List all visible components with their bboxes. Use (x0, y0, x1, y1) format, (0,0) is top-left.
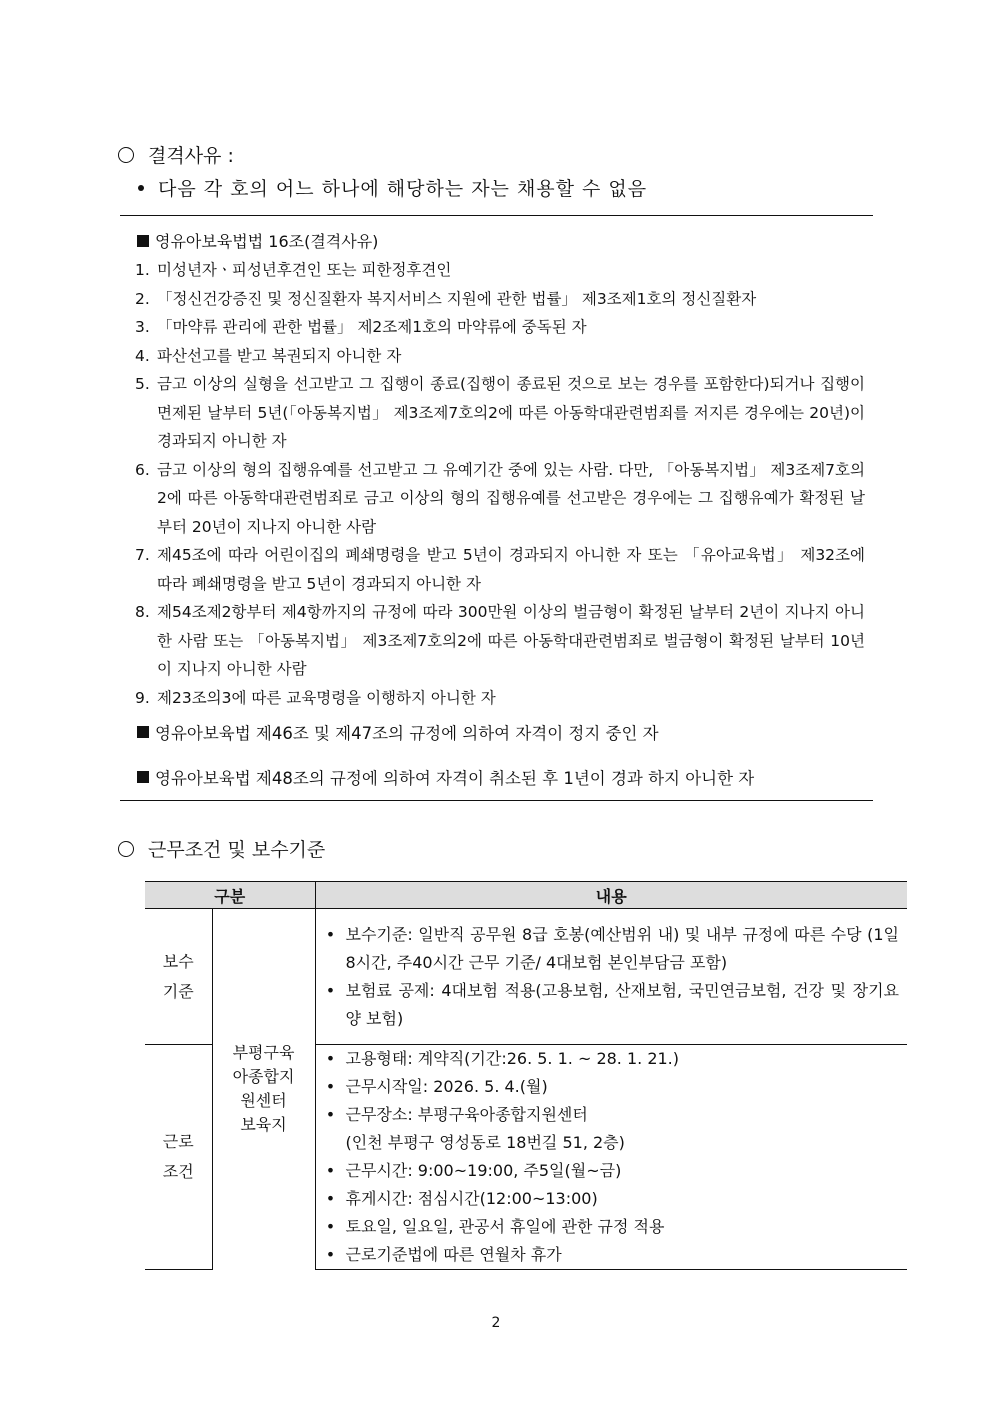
conditions-table (145, 881, 907, 1270)
section-heading-conditions (118, 835, 325, 862)
list-item: 9. 제23조의3에 따른 교육명령을 이행하지 아니한 자 (135, 688, 496, 707)
divider-bottom (120, 800, 873, 801)
dot-bullet-icon: • (325, 1049, 336, 1068)
section-heading-disqualification (118, 141, 234, 168)
extra-disqualification-1: 영유아보육법 제46조 및 제47조의 규정에 의하여 자격이 정지 중인 자 (137, 720, 659, 744)
extra-disqualification-2: 영유아보육법 제48조의 규정에 의하여 자격이 취소된 후 1년이 경과 하지 아니한 자 (137, 765, 754, 789)
bullet-statement (138, 174, 647, 201)
bullet-statement-text: 다음 각 호의 어느 하나에 해당하는 자는 채용할 수 없음 (158, 178, 648, 200)
category-work: 근로 조건 (145, 1045, 212, 1270)
address-line: (인천 부평구 영성동로 18번길 51, 2층) (345, 1133, 625, 1152)
page-number: 2 (491, 1315, 501, 1331)
dot-bullet-icon: • (325, 924, 336, 944)
square-bullet-icon (137, 771, 149, 783)
list-item: • 근무시간: 9:00~19:00, 주5일(월~금) (316, 1157, 908, 1185)
list-item: 6. 금고 이상의 형의 집행유예를 선고받고 그 유예기간 중에 있는 사람. 다만, 「아동복지법」 제3조제7호의2에 따른 아동학대관련범죄로 금고 이상의 형의 집행유예를 선고받은 경우에는 그 집행유예가 확정된 날부터 20년이 지나지 아니한 사람 (135, 460, 865, 536)
list-item: 3. 「마약류 관리에 관한 법률」 제2조제1호의 마약류에 중독된 자 (135, 318, 587, 336)
workplace-cell: 부평구육 아종합지 원센터 보육지 (212, 909, 315, 1270)
law-title-text: 영유아보육법법 16조(결격사유) (155, 232, 379, 251)
circle-bullet-icon (118, 147, 134, 163)
list-item: 8. 제54조제2항부터 제4항까지의 규정에 따라 300만원 이상의 벌금형이 확정된 날부터 2년이 지나지 아니한 사람 또는 「아동복지법」 제3조제7호의2에 따른 아동학대관련범죄로 벌금형이 확정된 날부터 10년이 지나지 아니한 사람 (135, 603, 865, 678)
square-bullet-icon (137, 235, 149, 247)
pay-content (315, 909, 907, 1045)
dot-bullet-icon: • (325, 1105, 336, 1124)
section-heading-text: 결격사유 : (148, 145, 234, 167)
header-category: 구분 (145, 882, 315, 909)
dot-bullet-icon: • (325, 1161, 336, 1180)
list-item: • 보수기준: 일반직 공무원 8급 호봉(예산범위 내) 및 내부 규정에 따른 수당 (1일 8시간, 주40시간 근무 기준/ 4대보험 본인부담금 포함) (316, 921, 908, 977)
table-header-row (145, 882, 907, 909)
list-item: • 고용형태: 계약직(기간:26. 5. 1. ~ 28. 1. 21.) (316, 1045, 908, 1073)
dot-bullet-icon: • (325, 1189, 336, 1208)
list-item: • 보험료 공제: 4대보험 적용(고용보험, 산재보험, 국민연금보험, 건강 및 장기요양 보험) (316, 977, 908, 1033)
work-content (315, 1045, 907, 1270)
list-item: 2. 「정신건강증진 및 정신질환자 복지서비스 지원에 관한 법률」 제3조제1호의 정신질환자 (135, 289, 757, 308)
dot-bullet-icon: • (325, 1245, 336, 1264)
table-row (145, 909, 907, 1045)
square-bullet-icon (137, 726, 149, 738)
header-content: 내용 (315, 882, 907, 909)
list-item: 4. 파산선고를 받고 복권되지 아니한 자 (135, 346, 402, 365)
dot-bullet-icon: • (325, 1217, 336, 1236)
list-item: • 휴게시간: 점심시간(12:00~13:00) (316, 1185, 908, 1213)
list-item: 1. 미성년자ㆍ피성년후견인 또는 피한정후견인 (135, 261, 452, 279)
dot-bullet-icon: • (325, 980, 336, 1000)
dot-bullet-icon (138, 185, 144, 191)
list-item: • 근로기준법에 따른 연월차 휴가 (316, 1241, 908, 1269)
law-title (137, 229, 378, 252)
category-pay: 보수 기준 (145, 909, 212, 1045)
list-item: • 근무장소: 부평구육아종합지원센터 (316, 1101, 908, 1129)
list-item: 7. 제45조에 따라 어린이집의 폐쇄명령을 받고 5년이 경과되지 아니한 자 또는 「유아교육법」 제32조에 따라 폐쇄명령을 받고 5년이 경과되지 아니한 자 (135, 546, 865, 593)
divider-top (120, 215, 873, 216)
list-item: • 토요일, 일요일, 관공서 휴일에 관한 규정 적용 (316, 1213, 908, 1241)
section-heading-text: 근무조건 및 보수기준 (148, 839, 326, 861)
list-item: • 근무시작일: 2026. 5. 4.(월) (316, 1073, 908, 1101)
circle-bullet-icon (118, 841, 134, 857)
list-item: 5. 금고 이상의 실형을 선고받고 그 집행이 종료(집행이 종료된 것으로 보는 경우를 포함한다)되거나 집행이 면제된 날부터 5년(「아동복지법」 제3조제7호의2에 따른 아동학대관련범죄를 저지른 경우에는 20년)이 경과되지 아니한 자 (135, 375, 865, 450)
disqualification-list (135, 256, 865, 712)
dot-bullet-icon: • (325, 1077, 336, 1096)
